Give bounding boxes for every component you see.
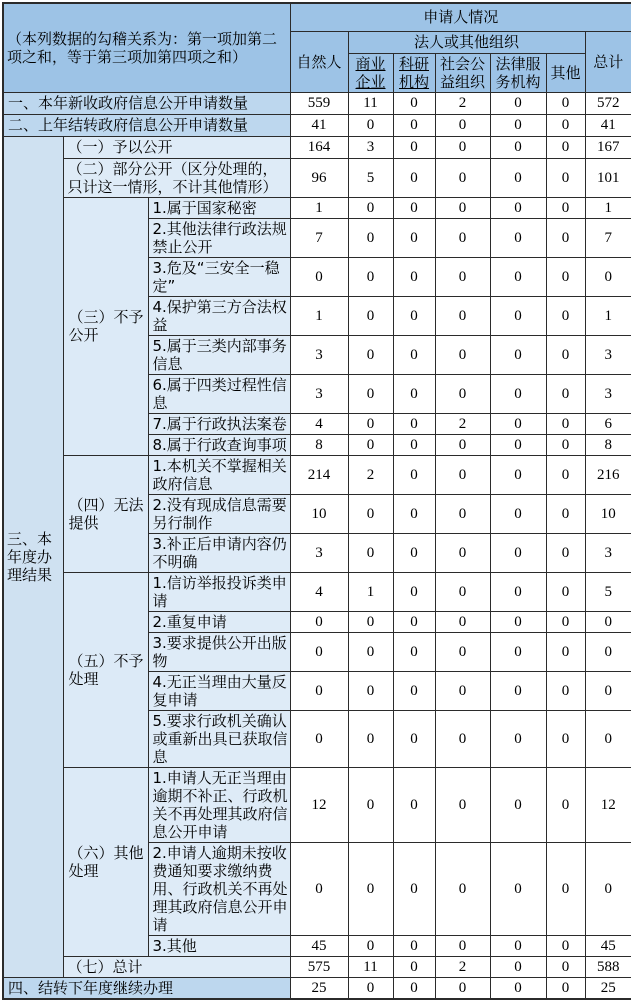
- data-cell: 0: [393, 977, 435, 999]
- data-cell: 0: [546, 935, 585, 956]
- data-cell: 0: [546, 114, 585, 136]
- group-label-unable-to-provide: （四）无法提供: [63, 455, 148, 572]
- data-cell: 41: [585, 114, 631, 136]
- row-label: 3.要求提供公开出版物: [148, 632, 290, 671]
- data-cell: 0: [290, 842, 348, 935]
- data-cell: 0: [348, 257, 393, 296]
- table-row: [3, 136, 631, 158]
- data-cell: 0: [393, 158, 435, 197]
- data-cell: 0: [490, 767, 546, 842]
- data-cell: 0: [348, 413, 393, 434]
- data-cell: 2: [435, 92, 490, 114]
- data-cell: 0: [290, 632, 348, 671]
- data-cell: 0: [393, 533, 435, 572]
- header-research-institution: 科研机构: [393, 53, 435, 92]
- data-cell: 1: [585, 296, 631, 335]
- data-cell: 0: [348, 710, 393, 767]
- data-cell: 0: [546, 92, 585, 114]
- data-cell: 0: [348, 935, 393, 956]
- data-cell: 0: [393, 92, 435, 114]
- data-cell: 0: [435, 434, 490, 455]
- data-cell: 7: [585, 218, 631, 257]
- data-cell: 0: [393, 710, 435, 767]
- data-cell: 0: [435, 455, 490, 494]
- row-label: 4.无正当理由大量反复申请: [148, 671, 290, 710]
- data-cell: 0: [546, 158, 585, 197]
- row-label: 7.属于行政执法案卷: [148, 413, 290, 434]
- group-label-not-processed: （五）不予处理: [63, 572, 148, 767]
- data-cell: 0: [490, 572, 546, 611]
- gov-info-disclosure-table: [2, 2, 631, 1000]
- data-cell: 4: [290, 572, 348, 611]
- row-label: 3.补正后申请内容仍不明确: [148, 533, 290, 572]
- data-cell: 167: [585, 136, 631, 158]
- data-cell: 0: [348, 197, 393, 218]
- data-cell: 0: [490, 197, 546, 218]
- data-cell: 0: [348, 632, 393, 671]
- data-cell: 0: [490, 842, 546, 935]
- row-label: （七）总计: [63, 956, 290, 977]
- row-label: 1.申请人无正当理由逾期不补正、行政机关不再处理其政府信息公开申请: [148, 767, 290, 842]
- data-cell: 0: [585, 611, 631, 632]
- data-cell: 0: [546, 611, 585, 632]
- data-cell: 0: [435, 218, 490, 257]
- row-label: 6.属于四类过程性信息: [148, 374, 290, 413]
- data-cell: 0: [393, 842, 435, 935]
- header-legal-service-org: 法律服务机构: [490, 53, 546, 92]
- data-cell: 0: [546, 296, 585, 335]
- data-cell: 3: [290, 335, 348, 374]
- data-cell: 0: [546, 533, 585, 572]
- data-cell: 5: [585, 572, 631, 611]
- data-cell: 0: [435, 257, 490, 296]
- data-cell: 0: [393, 935, 435, 956]
- data-cell: 0: [546, 197, 585, 218]
- data-cell: 0: [435, 158, 490, 197]
- table-row: [3, 767, 631, 842]
- data-cell: 0: [546, 494, 585, 533]
- data-cell: 0: [435, 136, 490, 158]
- data-cell: 0: [435, 572, 490, 611]
- data-cell: 1: [290, 296, 348, 335]
- data-cell: 5: [348, 158, 393, 197]
- row-label: 5.属于三类内部事务信息: [148, 335, 290, 374]
- header-natural-person: 自然人: [290, 31, 348, 92]
- data-cell: 0: [490, 158, 546, 197]
- data-cell: 0: [290, 671, 348, 710]
- data-cell: 0: [348, 671, 393, 710]
- data-cell: 0: [546, 218, 585, 257]
- data-cell: 3: [585, 335, 631, 374]
- row-label: 4.保护第三方合法权益: [148, 296, 290, 335]
- data-cell: 0: [435, 374, 490, 413]
- data-cell: 0: [348, 977, 393, 999]
- data-cell: 0: [435, 494, 490, 533]
- data-cell: 0: [348, 218, 393, 257]
- data-cell: 10: [290, 494, 348, 533]
- row-label: （二）部分公开（区分处理的，只计这一情形，不计其他情形）: [63, 158, 290, 197]
- data-cell: 0: [393, 434, 435, 455]
- data-cell: 0: [393, 218, 435, 257]
- data-cell: 12: [585, 767, 631, 842]
- row-label: 一、本年新收政府信息公开申请数量: [3, 92, 290, 114]
- data-cell: 45: [290, 935, 348, 956]
- table-row: [3, 158, 631, 197]
- header-total: 总计: [585, 31, 631, 92]
- data-cell: 2: [348, 455, 393, 494]
- data-cell: 11: [348, 956, 393, 977]
- data-cell: 0: [490, 455, 546, 494]
- data-cell: 0: [435, 296, 490, 335]
- data-cell: 0: [585, 671, 631, 710]
- data-cell: 0: [490, 956, 546, 977]
- data-cell: 0: [393, 296, 435, 335]
- row-label: 2.申请人逾期未按收费通知要求缴纳费用、行政机关不再处理其政府信息公开申请: [148, 842, 290, 935]
- data-cell: 2: [435, 956, 490, 977]
- row-label: 2.没有现成信息需要另行制作: [148, 494, 290, 533]
- data-cell: 0: [435, 335, 490, 374]
- data-cell: 0: [435, 671, 490, 710]
- data-cell: 12: [290, 767, 348, 842]
- data-cell: 0: [393, 632, 435, 671]
- data-cell: 0: [393, 413, 435, 434]
- data-cell: 0: [348, 494, 393, 533]
- data-cell: 0: [546, 434, 585, 455]
- data-cell: 0: [348, 114, 393, 136]
- data-cell: 0: [585, 632, 631, 671]
- data-cell: 0: [585, 842, 631, 935]
- table-note: （本列数据的勾稽关系为：第一项加第二项之和，等于第三项加第四项之和）: [3, 3, 290, 92]
- header-row-1: [3, 3, 631, 31]
- data-cell: 45: [585, 935, 631, 956]
- data-cell: 559: [290, 92, 348, 114]
- data-cell: 0: [348, 767, 393, 842]
- data-cell: 0: [546, 767, 585, 842]
- data-cell: 0: [490, 494, 546, 533]
- data-cell: 10: [585, 494, 631, 533]
- data-cell: 164: [290, 136, 348, 158]
- data-cell: 216: [585, 455, 631, 494]
- data-cell: 0: [393, 136, 435, 158]
- data-cell: 0: [348, 434, 393, 455]
- row-label: 四、结转下年度继续办理: [3, 977, 290, 999]
- data-cell: 0: [348, 533, 393, 572]
- data-cell: 0: [393, 455, 435, 494]
- data-cell: 1: [290, 197, 348, 218]
- group-label-other-handling: （六）其他处理: [63, 767, 148, 956]
- data-cell: 0: [546, 413, 585, 434]
- data-cell: 3: [290, 374, 348, 413]
- data-cell: 0: [435, 935, 490, 956]
- data-cell: 3: [290, 533, 348, 572]
- data-cell: 0: [435, 114, 490, 136]
- data-cell: 4: [290, 413, 348, 434]
- data-cell: 0: [435, 533, 490, 572]
- data-cell: 572: [585, 92, 631, 114]
- data-cell: 0: [490, 92, 546, 114]
- data-cell: 575: [290, 956, 348, 977]
- row-label: 1.属于国家秘密: [148, 197, 290, 218]
- data-cell: 3: [348, 136, 393, 158]
- data-cell: 0: [585, 257, 631, 296]
- data-cell: 0: [393, 767, 435, 842]
- data-cell: 0: [393, 374, 435, 413]
- data-cell: 25: [290, 977, 348, 999]
- data-cell: 0: [290, 710, 348, 767]
- data-cell: 3: [585, 533, 631, 572]
- data-cell: 0: [490, 136, 546, 158]
- data-cell: 0: [490, 114, 546, 136]
- data-cell: 0: [393, 572, 435, 611]
- data-cell: 0: [490, 710, 546, 767]
- data-cell: 2: [435, 413, 490, 434]
- data-cell: 7: [290, 218, 348, 257]
- data-cell: 0: [290, 257, 348, 296]
- data-cell: 0: [490, 611, 546, 632]
- data-cell: 0: [546, 710, 585, 767]
- row-label: 2.其他法律行政法规禁止公开: [148, 218, 290, 257]
- group-label-not-disclosed: （三）不予公开: [63, 197, 148, 455]
- data-cell: 0: [393, 257, 435, 296]
- data-cell: 0: [546, 632, 585, 671]
- row-label: 二、上年结转政府信息公开申请数量: [3, 114, 290, 136]
- section-label-annual-results: 三、本年度办理结果: [3, 136, 63, 977]
- data-cell: 0: [393, 335, 435, 374]
- data-cell: 0: [435, 977, 490, 999]
- data-cell: 0: [546, 572, 585, 611]
- data-cell: 0: [435, 632, 490, 671]
- data-cell: 0: [546, 374, 585, 413]
- data-cell: 588: [585, 956, 631, 977]
- data-cell: 0: [435, 767, 490, 842]
- table-row: [3, 455, 631, 494]
- table-row: [3, 956, 631, 977]
- data-cell: 0: [546, 671, 585, 710]
- header-legal-or-other-org: 法人或其他组织: [348, 31, 585, 53]
- data-cell: 0: [490, 335, 546, 374]
- data-cell: 101: [585, 158, 631, 197]
- row-label: 1.信访举报投诉类申请: [148, 572, 290, 611]
- data-cell: 41: [290, 114, 348, 136]
- data-cell: 0: [546, 136, 585, 158]
- data-cell: 0: [490, 434, 546, 455]
- data-cell: 0: [348, 335, 393, 374]
- data-cell: 0: [546, 977, 585, 999]
- data-cell: 3: [585, 374, 631, 413]
- data-cell: 0: [546, 335, 585, 374]
- data-cell: 1: [585, 197, 631, 218]
- data-cell: 0: [546, 956, 585, 977]
- data-cell: 0: [490, 257, 546, 296]
- data-cell: 0: [490, 413, 546, 434]
- table-row: [3, 92, 631, 114]
- row-label: 3.其他: [148, 935, 290, 956]
- data-cell: 8: [585, 434, 631, 455]
- data-cell: 0: [348, 296, 393, 335]
- data-cell: 0: [348, 374, 393, 413]
- data-cell: 0: [393, 956, 435, 977]
- data-cell: 96: [290, 158, 348, 197]
- data-cell: 0: [546, 257, 585, 296]
- header-other-org: 其他: [546, 53, 585, 92]
- data-cell: 11: [348, 92, 393, 114]
- header-social-welfare-org: 社会公益组织: [435, 53, 490, 92]
- data-cell: 0: [490, 671, 546, 710]
- row-label: 2.重复申请: [148, 611, 290, 632]
- row-label: 3.危及“三安全一稳定”: [148, 257, 290, 296]
- table-row: [3, 572, 631, 611]
- data-cell: 0: [490, 374, 546, 413]
- data-cell: 0: [490, 296, 546, 335]
- data-cell: 0: [435, 710, 490, 767]
- data-cell: 0: [490, 632, 546, 671]
- data-cell: 25: [585, 977, 631, 999]
- data-cell: 0: [348, 842, 393, 935]
- data-cell: 0: [490, 533, 546, 572]
- data-cell: 0: [435, 842, 490, 935]
- data-cell: 0: [435, 197, 490, 218]
- data-cell: 0: [348, 611, 393, 632]
- header-applicant-status: 申请人情况: [290, 3, 631, 31]
- data-cell: 0: [393, 671, 435, 710]
- data-cell: 214: [290, 455, 348, 494]
- data-cell: 0: [435, 611, 490, 632]
- data-cell: 0: [290, 611, 348, 632]
- data-cell: 0: [546, 842, 585, 935]
- table-row: [3, 977, 631, 999]
- row-label: 5.要求行政机关确认或重新出具已获取信息: [148, 710, 290, 767]
- header-commercial-enterprise: 商业企业: [348, 53, 393, 92]
- data-cell: 0: [393, 114, 435, 136]
- data-cell: 0: [490, 218, 546, 257]
- data-cell: 6: [585, 413, 631, 434]
- data-cell: 0: [490, 935, 546, 956]
- table-row: [3, 197, 631, 218]
- data-cell: 0: [393, 611, 435, 632]
- data-cell: 0: [546, 455, 585, 494]
- table-row: [3, 114, 631, 136]
- row-label: 1.本机关不掌握相关政府信息: [148, 455, 290, 494]
- data-cell: 0: [393, 494, 435, 533]
- data-cell: 0: [490, 977, 546, 999]
- data-cell: 1: [348, 572, 393, 611]
- data-cell: 0: [393, 197, 435, 218]
- data-cell: 8: [290, 434, 348, 455]
- row-label: （一）予以公开: [63, 136, 290, 158]
- data-cell: 0: [585, 710, 631, 767]
- row-label: 8.属于行政查询事项: [148, 434, 290, 455]
